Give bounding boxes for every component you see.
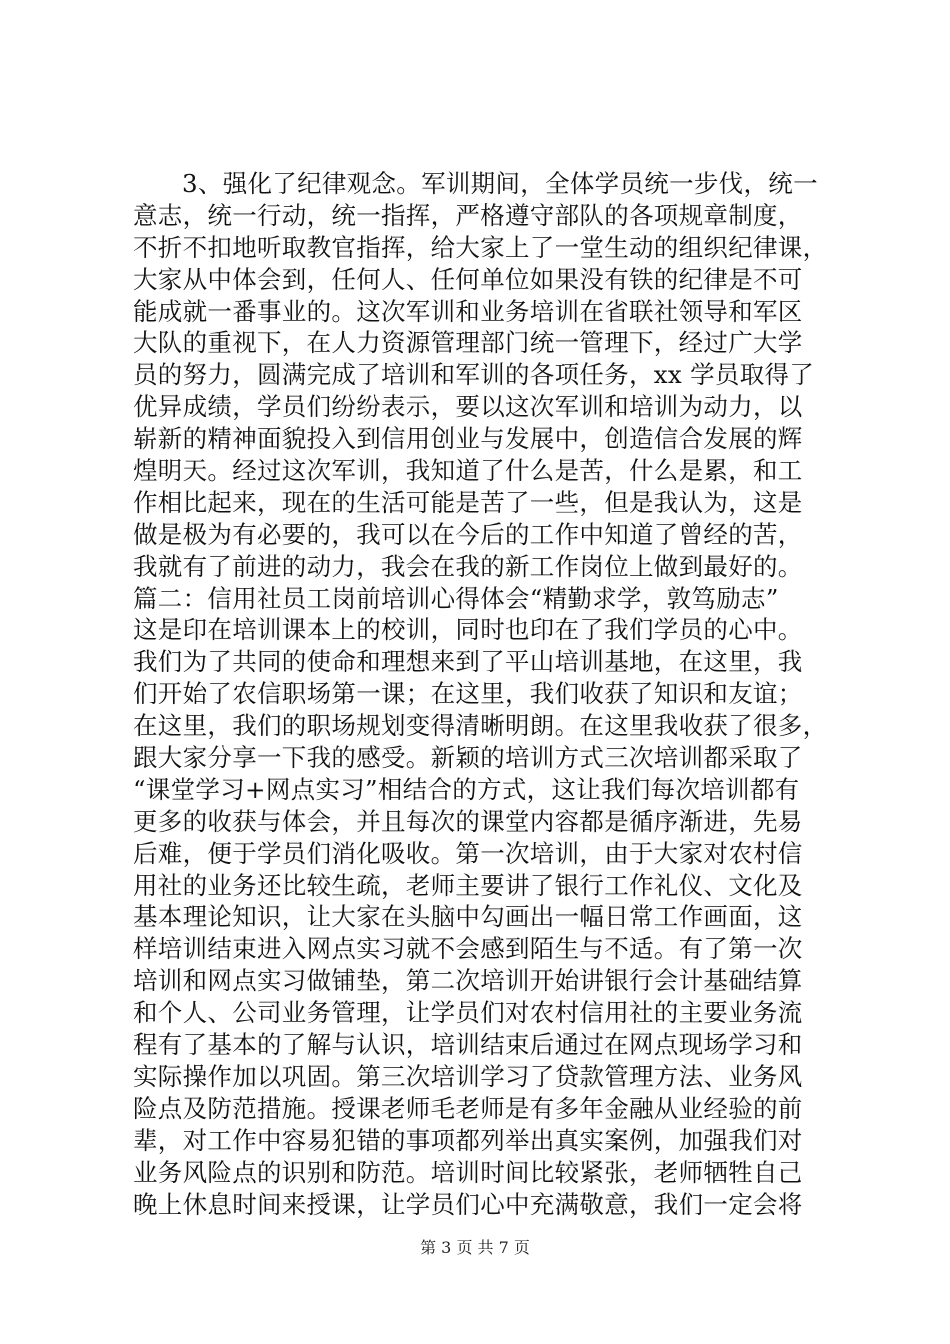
text-line: 险点及防范措施。授课老师毛老师是有多年金融从业经验的前 [133, 1093, 803, 1123]
text-line: 做是极为有必要的，我可以在今后的工作中知道了曾经的苦， [133, 519, 803, 549]
text-line: 辈，对工作中容易犯错的事项都列举出真实案例，加强我们对 [133, 1125, 803, 1155]
text-line: 们开始了农信职场第一课；在这里，我们收获了知识和友谊； [133, 679, 803, 709]
text-line: 基本理论知识，让大家在头脑中勾画出一幅日常工作画面，这 [133, 902, 803, 932]
text-line: 样培训结束进入网点实习就不会感到陌生与不适。有了第一次 [133, 934, 803, 964]
text-line: 更多的收获与体会，并且每次的课堂内容都是循序渐进，先易 [133, 806, 803, 836]
text-line: 员的努力，圆满完成了培训和军训的各项任务，xx 学员取得了 [133, 360, 815, 390]
text-line: 优异成绩，学员们纷纷表示，要以这次军训和培训为动力，以 [133, 392, 803, 422]
text-line: 跟大家分享一下我的感受。新颖的培训方式三次培训都采取了 [133, 743, 803, 773]
text-line: 篇二：信用社员工岗前培训心得体会“精勤求学，敦笃励志” [133, 583, 779, 613]
text-line: 能成就一番事业的。这次军训和业务培训在省联社领导和军区 [133, 296, 803, 326]
text-line: 3、强化了纪律观念。军训期间，全体学员统一步伐，统一 [182, 169, 818, 198]
text-line: 用社的业务还比较生疏，老师主要讲了银行工作礼仪、文化及 [133, 870, 803, 900]
text-line: “课堂学习+网点实习”相结合的方式，这让我们每次培训都有 [133, 774, 800, 804]
text-line: 煌明天。经过这次军训，我知道了什么是苦，什么是累，和工 [133, 456, 803, 486]
text-line: 实际操作加以巩固。第三次培训学习了贷款管理方法、业务风 [133, 1061, 803, 1091]
text-line: 大家从中体会到，任何人、任何单位如果没有铁的纪律是不可 [133, 264, 803, 294]
text-line: 晚上休息时间来授课，让学员们心中充满敬意，我们一定会将 [133, 1189, 803, 1219]
text-line: 作相比起来，现在的生活可能是苦了一些，但是我认为，这是 [133, 487, 803, 517]
text-line: 这是印在培训课本上的校训，同时也印在了我们学员的心中。 [133, 615, 803, 645]
page-footer: 第 3 页 共 7 页 [420, 1238, 530, 1257]
text-line: 意志，统一行动，统一指挥，严格遵守部队的各项规章制度， [133, 200, 803, 230]
text-line: 我们为了共同的使命和理想来到了平山培训基地，在这里，我 [133, 647, 803, 677]
text-line: 后难，便于学员们消化吸收。第一次培训，由于大家对农村信 [133, 838, 803, 868]
text-line: 我就有了前进的动力，我会在我的新工作岗位上做到最好的。 [133, 551, 803, 581]
text-line: 崭新的精神面貌投入到信用创业与发展中，创造信合发展的辉 [133, 424, 803, 454]
text-line: 不折不扣地听取教官指挥，给大家上了一堂生动的组织纪律课， [133, 232, 828, 262]
text-line: 业务风险点的识别和防范。培训时间比较紧张，老师牺牲自己 [133, 1157, 803, 1187]
text-line: 在这里，我们的职场规划变得清晰明朗。在这里我收获了很多， [133, 711, 828, 741]
text-line: 大队的重视下，在人力资源管理部门统一管理下，经过广大学 [133, 328, 803, 358]
body-text [133, 168, 833, 1220]
text-line: 程有了基本的了解与认识，培训结束后通过在网点现场学习和 [133, 1030, 803, 1060]
text-line: 和个人、公司业务管理，让学员们对农村信用社的主要业务流 [133, 998, 803, 1028]
text-line: 培训和网点实习做铺垫，第二次培训开始讲银行会计基础结算 [133, 966, 803, 996]
